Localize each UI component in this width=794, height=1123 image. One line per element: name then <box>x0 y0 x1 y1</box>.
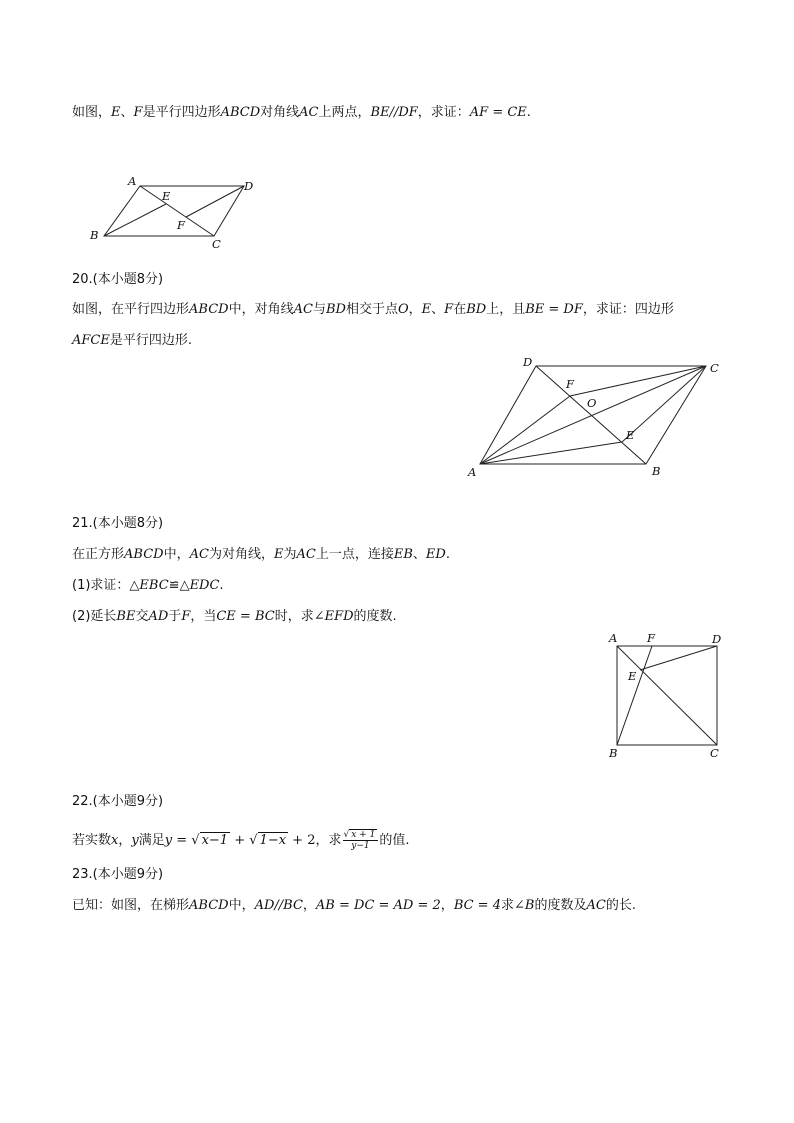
text: 如图，在平行四边形 <box>72 302 190 317</box>
text: . <box>526 105 531 120</box>
math: BD <box>466 302 487 317</box>
triangle-symbol: △ <box>129 578 140 593</box>
text: 的度数. <box>353 609 397 624</box>
q20-statement-line1 <box>72 301 674 319</box>
label-f: F <box>647 631 655 645</box>
figure-19-parallelogram <box>80 170 270 252</box>
text: 满足 <box>138 833 165 848</box>
math: AC <box>299 105 319 120</box>
sqrt-symbol: √ <box>249 833 258 848</box>
text: 于 <box>168 609 182 624</box>
text: 相交于点 <box>345 302 398 317</box>
label-e: E <box>162 189 171 203</box>
text: 、 <box>431 302 445 317</box>
segment-be <box>104 204 166 236</box>
text: 上一点，连接 <box>315 547 394 562</box>
congruent-symbol: ≌ <box>168 578 180 593</box>
label-d: D <box>712 632 722 646</box>
label-a: A <box>468 465 477 479</box>
math: AD <box>148 609 169 624</box>
sqrt-symbol: √ <box>191 833 200 848</box>
radicand: 1−x <box>259 833 287 848</box>
q22-header: 22.(本小题9分) <box>72 794 164 809</box>
text: 是平行四边形 <box>142 105 221 120</box>
math: EB <box>393 547 413 562</box>
text: 若实数 <box>72 833 112 848</box>
diagonal-ac <box>480 366 706 464</box>
q20-header: 20.(本小题8分) <box>72 272 164 287</box>
math: CE = BC <box>216 609 275 624</box>
diagonal-bd <box>536 366 646 464</box>
q22-statement <box>72 830 409 851</box>
label-c: C <box>710 361 719 375</box>
math: F <box>133 105 143 120</box>
q21-statement <box>72 546 450 564</box>
text: 为对角线， <box>208 547 274 562</box>
segment-df <box>186 186 244 217</box>
math: F <box>181 609 191 624</box>
math: y <box>164 833 173 848</box>
q23-statement <box>72 897 636 915</box>
text: 对角线 <box>260 105 300 120</box>
math: AC <box>293 302 313 317</box>
math: EBC <box>139 578 169 593</box>
text: (1)求证： <box>72 578 130 593</box>
math: ABCD <box>124 547 164 562</box>
text: 如图， <box>72 105 112 120</box>
q23-header: 23.(本小题9分) <box>72 867 164 882</box>
text: 交 <box>135 609 149 624</box>
text: 为 <box>283 547 297 562</box>
math: BE <box>116 609 136 624</box>
math: ABCD <box>189 302 229 317</box>
label-b: B <box>90 228 99 242</box>
label-c: C <box>212 237 221 251</box>
math: x <box>111 833 119 848</box>
text: 时，求 <box>274 609 314 624</box>
text: 是平行四边形. <box>109 333 192 348</box>
text: 中，对角线 <box>228 302 294 317</box>
text: 中， <box>163 547 190 562</box>
q20-statement-line2 <box>72 332 192 350</box>
fraction <box>343 830 379 851</box>
fraction-numerator <box>343 830 379 841</box>
label-e: E <box>626 428 635 442</box>
segment-ae <box>480 442 622 464</box>
text: ，求证： <box>417 105 470 120</box>
text: . <box>219 578 224 593</box>
segment-ec <box>622 366 706 442</box>
segment-fc <box>570 366 706 396</box>
text: ， <box>440 898 454 913</box>
label-c: C <box>710 746 719 760</box>
label-d: D <box>523 355 533 369</box>
label-d: D <box>244 179 254 193</box>
math: ∠B <box>514 898 535 913</box>
q19-statement <box>72 104 531 122</box>
math: y <box>131 833 139 848</box>
math: AC <box>189 547 209 562</box>
label-a: A <box>609 631 618 645</box>
label-b: B <box>652 464 661 478</box>
math: ED <box>425 547 446 562</box>
text: 的值. <box>379 833 410 848</box>
math: + 2 <box>288 833 316 848</box>
text: ，当 <box>190 609 217 624</box>
math: EDC <box>189 578 220 593</box>
diagonal-ac <box>617 646 717 745</box>
label-f: F <box>177 218 185 232</box>
math: BD <box>325 302 346 317</box>
text: ， <box>302 898 316 913</box>
math: ∠EFD <box>313 609 354 624</box>
text: 、 <box>120 105 134 120</box>
text: ，求 <box>315 833 342 848</box>
math: E <box>273 547 284 562</box>
math: BC = 4 <box>453 898 501 913</box>
fraction-denominator: y−1 <box>351 841 370 851</box>
text: 与 <box>312 302 326 317</box>
math: AD//BC <box>254 898 303 913</box>
text: 的度数及 <box>534 898 587 913</box>
segment-bf <box>617 646 652 745</box>
math: AB = DC = AD = 2 <box>315 898 441 913</box>
figure-20-parallelogram <box>460 350 730 485</box>
q21-part2 <box>72 608 397 626</box>
math: = <box>172 833 192 848</box>
math: BE//DF <box>370 105 418 120</box>
text: ， <box>118 833 132 848</box>
segment-af <box>480 396 570 464</box>
math: E <box>421 302 432 317</box>
segment-ed <box>640 646 717 670</box>
q21-part1 <box>72 577 224 595</box>
math: ABCD <box>189 898 229 913</box>
label-f: F <box>566 377 574 391</box>
text: (2)延长 <box>72 609 117 624</box>
text: ， <box>408 302 422 317</box>
triangle-symbol: △ <box>179 578 190 593</box>
label-o: O <box>587 396 597 410</box>
label-e: E <box>628 669 637 683</box>
text: 上两点， <box>318 105 371 120</box>
math: ABCD <box>220 105 261 120</box>
figure-21-square <box>600 628 730 763</box>
math: AFCE <box>72 333 110 348</box>
text: 在正方形 <box>72 547 125 562</box>
label-b: B <box>609 746 618 760</box>
sqrt-symbol: √ <box>343 830 350 840</box>
radicand: x−1 <box>201 833 229 848</box>
parallelogram-abcd <box>104 186 244 236</box>
text: . <box>445 547 450 562</box>
math: AC <box>296 547 316 562</box>
radicand: x + 1 <box>351 830 376 840</box>
text: ，求证：四边形 <box>582 302 674 317</box>
text: 在 <box>453 302 467 317</box>
math: AC <box>586 898 606 913</box>
q21-header: 21.(本小题8分) <box>72 516 164 531</box>
text: 中， <box>228 898 255 913</box>
math: E <box>111 105 121 120</box>
text: 的长. <box>605 898 636 913</box>
math: O <box>397 302 409 317</box>
math: + <box>230 833 250 848</box>
math: AF = CE <box>469 105 527 120</box>
text: 上，且 <box>486 302 526 317</box>
text: 、 <box>412 547 426 562</box>
math: BE = DF <box>525 302 583 317</box>
text: 已知：如图，在梯形 <box>72 898 190 913</box>
text: 求 <box>500 898 514 913</box>
label-a: A <box>128 174 137 188</box>
math: F <box>444 302 454 317</box>
